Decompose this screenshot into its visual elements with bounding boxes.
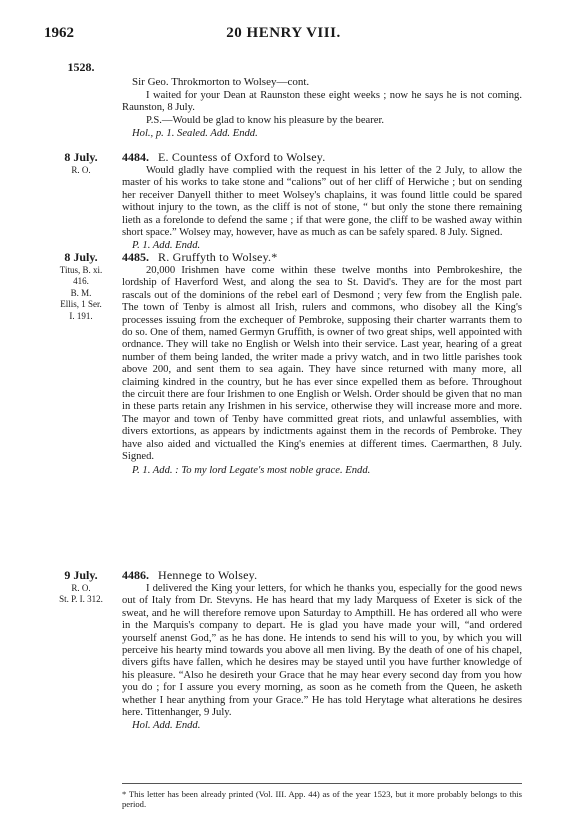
margin-ref: Ellis, 1 Ser.: [60, 299, 102, 309]
margin-ref: 416.: [73, 276, 89, 286]
entry-description: P. 1. Add. Endd.: [132, 240, 201, 252]
entry-4486: [122, 568, 522, 733]
margin-date: 1528.: [67, 60, 95, 74]
entry-4485: [122, 250, 522, 477]
margin-date: 8 July.: [64, 250, 98, 264]
entry-number: 4485.: [122, 250, 149, 264]
footnote: * This letter has been already printed (Vol. III. App. 44) as of the year 1523, but it more probably belongs to this period.: [122, 789, 522, 810]
margin-ref: Titus, B. xi.: [59, 264, 103, 275]
entry-text: 20,000 Irishmen have come within these twelve months into Pembrokeshire, the lordship of Haverford West, and along the sea to St. David's. They are for the most part rascals out of the dominions of the rebel earl of Desmond ; very few from the English pale. The town of Tenby is almost all Irish, rulers and commons, who disobey all the King's processes issuing from the exchequer of Pembroke, supposing their charter warrants them to do so. One of them, named Germyn Gruffith, is owner of two great ships, well appointed with ordnance. They will take no English or Welsh into their service. Last year, hearing of a great number of them being landed, the writer made a privy watch, and in two little parishes took above 200, and sent them to sea again. They have since returned with many more, all claiming kindred in the country, but he has ever since expelled them as before. Throughout the circuit there are four Irishmen to one English or Welsh. Order should be given that no man in these parts retain any Irishmen in his service, otherwise they will increase more and more. The mayor and town of Tenby have committed great riots, and unlawful assemblies, with divers extortions, as appears by indictments against them in the records of Pembroke. They have also aided and victualled the King's enemies at different times. Caermarthen, 8 July. Signed.: [122, 265, 522, 463]
entry-description: P. 1. Add. : To my lord Legate's most noble grace. Endd.: [132, 464, 371, 476]
page-number: 1962: [44, 25, 74, 41]
margin-entry-4485: [44, 252, 118, 322]
entry-heading: [122, 250, 522, 264]
entry-postscript: P.S.—Would be glad to know his pleasure by the bearer.: [146, 114, 385, 126]
entry-text: I waited for your Dean at Raunston these eight weeks ; now he says he is not coming. Raunston, 8 July.: [122, 90, 522, 114]
margin-entry-4486: [44, 570, 118, 606]
continuation-entry: [122, 76, 522, 141]
margin-entry-4484: [44, 152, 118, 176]
entry-text: Would gladly have complied with the request in his letter of the 2 July, to allow the master of his works to take stone and “calions” out of her cliff of Herwiche ; but on sending her receiver Danyell thither to meet Wolsey's chaplains, it was found little could be spared without injury to the town, as the cliff is not of stone, “ but only the stone there remaining lieth as a forelonde to defend the same ; if that were gone, the cliff to be washed away within short space.” Wolsey may, however, have as much as can be safely spared. 8 July. Signed.: [122, 165, 522, 239]
entry-heading: [122, 150, 522, 164]
entry-text: I delivered the King your letters, for which he thanks you, especially for the good news out of Italy from Dr. Stevyns. He has heard that my lady Marquess of Exeter is sick of the sweat, and he will therefore remove upon Saturday to Ampthill. He has ordered all who were in the Marquis's company to depart. He is glad you have made your will, “and ordered yourself anenst God,” as he has done. He intends to send his will to you, by which you will perceive his hearty mind towards you above all men living. By the death of one of his chapel, divers gifts have fallen, which he desires may be stayed until you have further knowledge of his pleasure. “Also he desireth your Grace that he may hear every second day from you how you do ; for I assure you every morning, as soon as he cometh from the Queen, he asketh whether I hear anything from your Grace.” He has told Herytage what alterations he desires here. Tittenhanger, 9 July.: [122, 583, 522, 719]
entry-title: R. Gruffyth to Wolsey.*: [158, 250, 278, 264]
margin-ref: B. M.: [70, 287, 92, 298]
margin-date: 8 July.: [64, 150, 98, 164]
entry-title: Hennege to Wolsey.: [158, 568, 258, 582]
entry-description: Hol. Add. Endd.: [132, 720, 201, 732]
margin-ref: R. O.: [71, 582, 91, 593]
entry-number: 4484.: [122, 150, 149, 164]
entry-heading: [122, 568, 522, 582]
entry-description: Hol., p. 1. Sealed. Add. Endd.: [132, 128, 258, 140]
margin-date: 9 July.: [64, 568, 98, 582]
page-header: [44, 25, 523, 47]
running-title: 20 HENRY VIII.: [226, 25, 341, 41]
entry-title: E. Countess of Oxford to Wolsey.: [158, 150, 326, 164]
entry-title: Sir Geo. Throkmorton to Wolsey—cont.: [132, 76, 310, 88]
margin-year: [44, 62, 118, 75]
footnote-divider: [122, 783, 522, 784]
margin-ref: R. O.: [71, 164, 91, 175]
margin-ref: I. 191.: [69, 310, 93, 321]
entry-4484: [122, 150, 522, 253]
entry-number: 4486.: [122, 568, 149, 582]
margin-ref: St. P. I. 312.: [59, 594, 103, 604]
